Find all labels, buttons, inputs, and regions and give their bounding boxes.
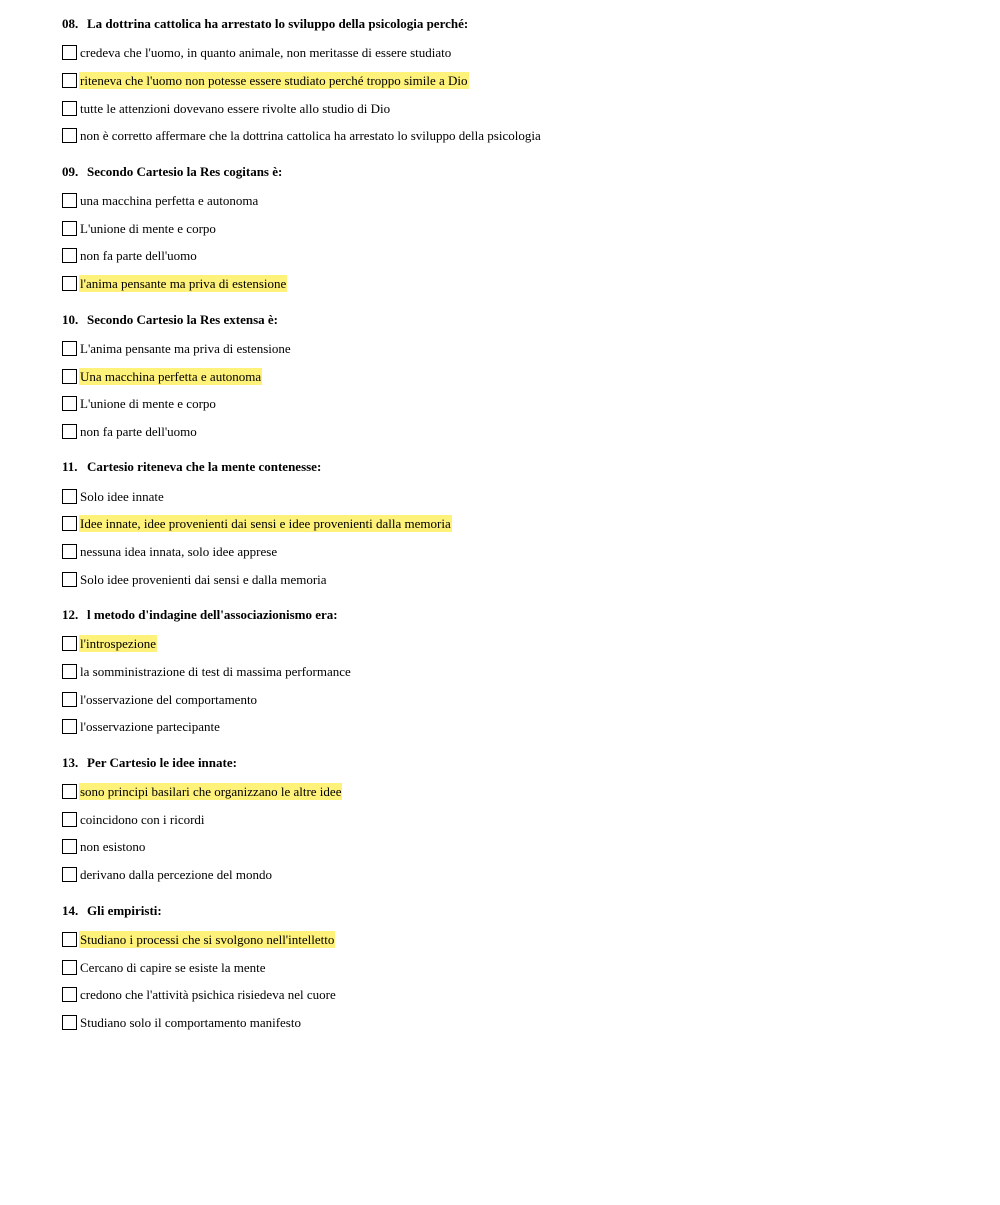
- quiz-document: [62, 16, 962, 1050]
- answer-checkbox[interactable]: [62, 812, 77, 827]
- answer-checkbox[interactable]: [62, 73, 77, 88]
- answer-checkbox[interactable]: [62, 932, 77, 947]
- answer-checkbox[interactable]: [62, 101, 77, 116]
- answer-option[interactable]: [62, 713, 962, 741]
- answer-option[interactable]: [62, 270, 962, 298]
- answer-option[interactable]: [62, 418, 962, 446]
- question-title: [62, 459, 962, 475]
- answer-option[interactable]: [62, 685, 962, 713]
- answer-text-highlighted: Idee innate, idee provenienti dai sensi e idee provenienti dalla memoria: [80, 516, 451, 532]
- answer-text: l'osservazione partecipante: [80, 719, 220, 735]
- answer-option[interactable]: [62, 833, 962, 861]
- answer-option[interactable]: [62, 926, 962, 954]
- answer-checkbox[interactable]: [62, 867, 77, 882]
- answer-option[interactable]: [62, 538, 962, 566]
- answer-text: tutte le attenzioni dovevano essere rivolte allo studio di Dio: [80, 100, 391, 116]
- answer-checkbox[interactable]: [62, 719, 77, 734]
- answer-option[interactable]: [62, 861, 962, 889]
- question-text: l metodo d'indagine dell'associazionismo era:: [87, 607, 338, 622]
- answer-text: non fa parte dell'uomo: [80, 423, 197, 439]
- question-text: Per Cartesio le idee innate:: [87, 754, 237, 770]
- question-text: Secondo Cartesio la Res cogitans è:: [87, 163, 283, 179]
- answer-option[interactable]: [62, 335, 962, 363]
- answer-option[interactable]: [62, 482, 962, 510]
- answer-checkbox[interactable]: [62, 396, 77, 411]
- answer-checkbox[interactable]: [62, 248, 77, 263]
- answer-checkbox[interactable]: [62, 369, 77, 384]
- answer-option[interactable]: [62, 778, 962, 806]
- answer-text: la somministrazione di test di massima performance: [80, 664, 351, 680]
- question-block: [62, 459, 962, 593]
- answer-checkbox[interactable]: [62, 784, 77, 799]
- question-title: [62, 312, 962, 328]
- answer-checkbox[interactable]: [62, 1015, 77, 1030]
- answer-text: L'unione di mente e corpo: [80, 220, 216, 236]
- answer-option[interactable]: [62, 67, 962, 95]
- answer-text: nessuna idea innata, solo idee apprese: [80, 543, 278, 559]
- answer-text: coincidono con i ricordi: [80, 811, 205, 827]
- answer-checkbox[interactable]: [62, 839, 77, 854]
- answer-text-highlighted: sono principi basilari che organizzano le altre idee: [80, 784, 342, 800]
- answer-option[interactable]: [62, 39, 962, 67]
- answer-option[interactable]: [62, 242, 962, 270]
- answer-checkbox[interactable]: [62, 960, 77, 975]
- answer-checkbox[interactable]: [62, 341, 77, 356]
- answer-text: l'osservazione del comportamento: [80, 691, 258, 707]
- answer-option[interactable]: [62, 390, 962, 418]
- answer-text: Solo idee innate: [80, 488, 164, 504]
- answer-checkbox[interactable]: [62, 424, 77, 439]
- question-text: Secondo Cartesio la Res extensa è:: [87, 311, 278, 327]
- question-number: 12.: [62, 607, 79, 622]
- answer-text-highlighted: riteneva che l'uomo non potesse essere studiato perché troppo simile a Dio: [80, 73, 468, 89]
- answer-text: Cercano di capire se esiste la mente: [80, 959, 266, 975]
- answer-option[interactable]: [62, 1009, 962, 1037]
- answer-text: derivano dalla percezione del mondo: [80, 867, 273, 883]
- question-title: [62, 16, 962, 32]
- answer-checkbox[interactable]: [62, 45, 77, 60]
- question-title: [62, 607, 962, 623]
- question-block: [62, 164, 962, 298]
- answer-option[interactable]: [62, 953, 962, 981]
- answer-text: L'unione di mente e corpo: [80, 396, 216, 412]
- question-block: [62, 903, 962, 1037]
- answer-checkbox[interactable]: [62, 516, 77, 531]
- answer-text-highlighted: Una macchina perfetta e autonoma: [80, 368, 262, 384]
- question-number: 13.: [62, 754, 79, 770]
- question-block: [62, 607, 962, 741]
- answer-text-highlighted: Studiano i processi che si svolgono nell'intelletto: [80, 931, 335, 947]
- answer-text: una macchina perfetta e autonoma: [80, 193, 259, 209]
- answer-checkbox[interactable]: [62, 572, 77, 587]
- question-title: [62, 755, 962, 771]
- answer-text: Solo idee provenienti dai sensi e dalla memoria: [80, 571, 327, 587]
- answer-text: credeva che l'uomo, in quanto animale, non meritasse di essere studiato: [80, 45, 452, 61]
- question-text: Gli empiristi:: [87, 902, 162, 918]
- question-number: 11.: [62, 459, 78, 475]
- answer-checkbox[interactable]: [62, 636, 77, 651]
- answer-checkbox[interactable]: [62, 544, 77, 559]
- answer-text-highlighted: l'anima pensante ma priva di estensione: [80, 276, 287, 292]
- answer-checkbox[interactable]: [62, 692, 77, 707]
- answer-checkbox[interactable]: [62, 664, 77, 679]
- question-text: La dottrina cattolica ha arrestato lo sviluppo della psicologia perché:: [87, 16, 469, 31]
- question-title: [62, 903, 962, 919]
- answer-option[interactable]: [62, 630, 962, 658]
- answer-checkbox[interactable]: [62, 128, 77, 143]
- answer-checkbox[interactable]: [62, 987, 77, 1002]
- answer-text: non esistono: [80, 839, 146, 855]
- answer-option[interactable]: [62, 94, 962, 122]
- answer-option[interactable]: [62, 565, 962, 593]
- answer-option[interactable]: [62, 214, 962, 242]
- answer-option[interactable]: [62, 658, 962, 686]
- answer-text: Studiano solo il comportamento manifesto: [80, 1014, 301, 1030]
- answer-option[interactable]: [62, 122, 962, 150]
- answer-checkbox[interactable]: [62, 276, 77, 291]
- answer-text: non fa parte dell'uomo: [80, 248, 197, 264]
- question-block: [62, 755, 962, 889]
- question-text: Cartesio riteneva che la mente contenesse:: [87, 459, 322, 475]
- question-number: 08.: [62, 16, 79, 31]
- question-block: [62, 312, 962, 446]
- answer-option[interactable]: [62, 187, 962, 215]
- answer-text: L'anima pensante ma priva di estensione: [80, 340, 291, 356]
- answer-checkbox[interactable]: [62, 489, 77, 504]
- answer-checkbox[interactable]: [62, 193, 77, 208]
- question-title: [62, 164, 962, 180]
- answer-checkbox[interactable]: [62, 221, 77, 236]
- answer-option[interactable]: [62, 510, 962, 538]
- answer-option[interactable]: [62, 981, 962, 1009]
- question-number: 10.: [62, 311, 79, 327]
- answer-text-highlighted: l'introspezione: [80, 636, 156, 652]
- answer-option[interactable]: [62, 362, 962, 390]
- answer-text: credono che l'attività psichica risiedeva nel cuore: [80, 987, 336, 1003]
- answer-text: non è corretto affermare che la dottrina cattolica ha arrestato lo sviluppo della psicologia: [80, 128, 541, 144]
- question-number: 14.: [62, 902, 79, 918]
- question-number: 09.: [62, 163, 79, 179]
- answer-option[interactable]: [62, 805, 962, 833]
- question-block: [62, 16, 962, 150]
